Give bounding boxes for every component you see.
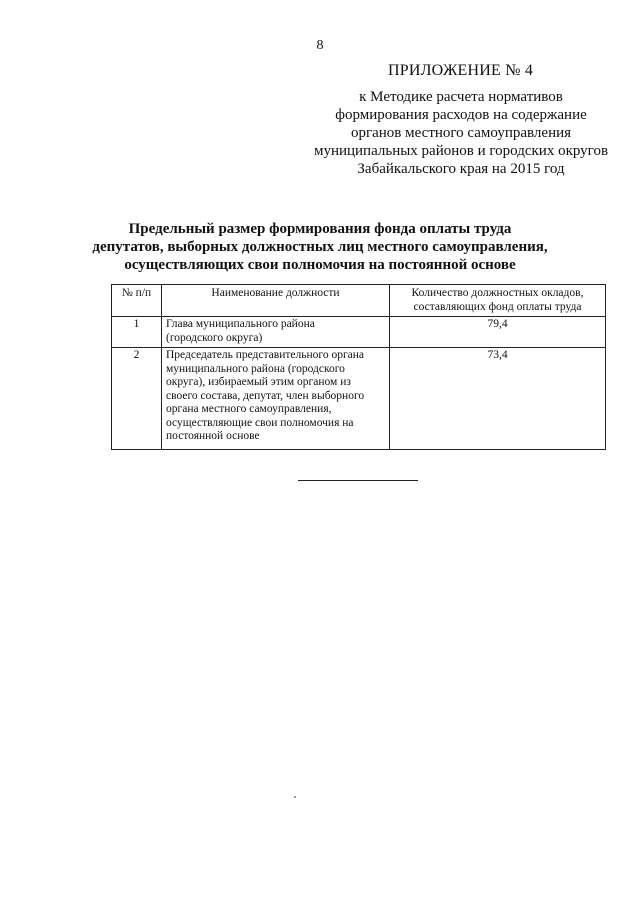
header-count-line: Количество должностных окладов, — [411, 287, 584, 299]
position-name-line: Председатель представительного органа — [166, 349, 365, 361]
position-name-line: органа местного самоуправления, — [166, 403, 332, 415]
appendix-subtitle-line: Забайкальского края на 2015 год — [357, 161, 565, 177]
row-number: 1 — [112, 317, 162, 348]
position-name-line: осуществляющие свои полномочия на — [166, 416, 354, 429]
salary-count: 79,4 — [390, 317, 606, 348]
appendix-subtitle — [300, 88, 622, 178]
scan-speck — [294, 796, 296, 798]
appendix-subtitle-line: к Методике расчета нормативов — [359, 89, 563, 105]
position-name — [162, 317, 390, 348]
position-name-line: постоянной основе — [166, 430, 260, 442]
document-title — [80, 220, 560, 274]
appendix-subtitle-line: органов местного самоуправления — [350, 125, 572, 141]
document-title-line: Предельный размер формирования фонда оплаты труда — [128, 221, 512, 237]
appendix-subtitle-line: муниципальных районов и городских округов — [313, 143, 609, 159]
position-name-line: своего состава, депутат, член выборного — [166, 389, 365, 402]
header-name: Наименование должности — [162, 285, 390, 317]
appendix-subtitle-line: формирования расходов на содержание — [335, 107, 587, 123]
salary-count: 73,4 — [390, 348, 606, 450]
positions-table — [111, 284, 606, 450]
position-name-line: Глава муниципального района — [166, 318, 315, 330]
document-title-line: осуществляющих свои полномочия на постоянной основе — [124, 257, 516, 273]
header-count-line: составляющих фонд оплаты труда — [413, 300, 582, 313]
page-number: 8 — [316, 38, 324, 53]
appendix-title: ПРИЛОЖЕНИЕ № 4 — [388, 62, 534, 79]
row-number: 2 — [112, 348, 162, 450]
table-row — [112, 348, 606, 450]
position-name — [162, 348, 390, 450]
table-row — [112, 317, 606, 348]
position-name-line: (городского округа) — [166, 331, 263, 344]
header-num: № п/п — [112, 285, 162, 317]
header-count — [390, 285, 606, 317]
closing-rule — [298, 480, 418, 481]
position-name-line: округа), избираемый этим органом из — [166, 376, 351, 388]
position-name-line: муниципального района (городского — [166, 362, 345, 375]
table-header-row — [112, 285, 606, 317]
document-title-line: депутатов, выборных должностных лиц местного самоуправления, — [92, 239, 548, 255]
